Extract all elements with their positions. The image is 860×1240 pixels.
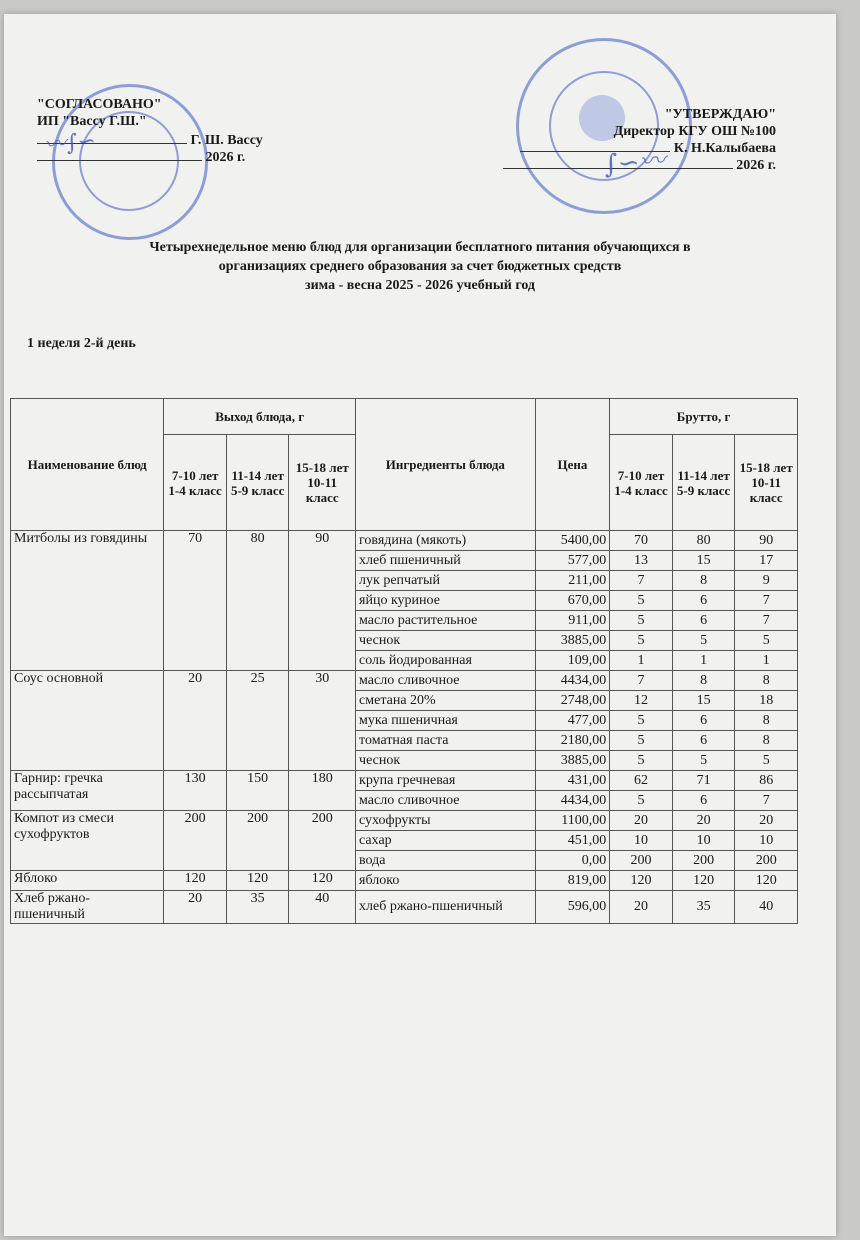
dish-name: Яблоко — [11, 871, 164, 891]
ingredient-price: 5400,00 — [535, 531, 610, 551]
table-row — [11, 811, 798, 831]
ingredient-name: хлеб ржано-пшеничный — [356, 891, 536, 924]
brutto-value: 7 — [735, 791, 798, 811]
dish-output-value: 180 — [289, 771, 356, 811]
agreed-date: 2026 г. — [205, 150, 246, 165]
ingredient-name: крупа гречневая — [356, 771, 536, 791]
brutto-value: 70 — [610, 531, 673, 551]
left-signature: 〰∫∽ — [43, 128, 98, 159]
dish-output-value: 25 — [226, 671, 289, 771]
ingredient-name: сухофрукты — [356, 811, 536, 831]
dish-output-value: 90 — [289, 531, 356, 671]
title-line-3: зима - весна 2025 - 2026 учебный год — [304, 278, 536, 293]
brutto-value: 6 — [672, 731, 735, 751]
ingredient-price: 911,00 — [535, 611, 610, 631]
col-ingredients: Ингредиенты блюда — [356, 399, 536, 531]
brutto-value: 35 — [672, 891, 735, 924]
brutto-value: 8 — [672, 671, 735, 691]
dish-output-value: 70 — [164, 531, 227, 671]
dish-name: Митболы из говядины — [11, 531, 164, 671]
ingredient-name: соль йодированная — [356, 651, 536, 671]
brutto-value: 80 — [672, 531, 735, 551]
col-output-15-18: 15-18 лет 10-11 класс — [289, 435, 356, 531]
brutto-value: 20 — [672, 811, 735, 831]
ingredient-price: 596,00 — [535, 891, 610, 924]
dish-output-value: 130 — [164, 771, 227, 811]
brutto-value: 71 — [672, 771, 735, 791]
brutto-value: 18 — [735, 691, 798, 711]
dish-output-value: 200 — [226, 811, 289, 871]
ingredient-name: яблоко — [356, 871, 536, 891]
agreed-heading: "СОГЛАСОВАНО" — [37, 97, 162, 112]
dish-output-value: 80 — [226, 531, 289, 671]
right-signature: ∫∽〰 — [603, 145, 667, 181]
brutto-value: 7 — [735, 611, 798, 631]
brutto-value: 1 — [672, 651, 735, 671]
document-page — [4, 14, 836, 1236]
brutto-value: 20 — [735, 811, 798, 831]
col-output-group: Выход блюда, г — [164, 399, 356, 435]
dish-output-value: 20 — [164, 891, 227, 924]
ingredient-price: 4434,00 — [535, 671, 610, 691]
dish-output-value: 30 — [289, 671, 356, 771]
brutto-value: 10 — [735, 831, 798, 851]
brutto-value: 62 — [610, 771, 673, 791]
title-line-2: организациях среднего образования за счет бюджетных средств — [218, 259, 622, 274]
dish-output-value: 120 — [226, 871, 289, 891]
dish-output-value: 120 — [164, 871, 227, 891]
brutto-value: 8 — [672, 571, 735, 591]
brutto-value: 5 — [735, 631, 798, 651]
ingredient-name: сметана 20% — [356, 691, 536, 711]
dish-output-value: 20 — [164, 671, 227, 771]
dish-name: Хлеб ржано-пшеничный — [11, 891, 164, 924]
ingredient-price: 109,00 — [535, 651, 610, 671]
brutto-value: 120 — [610, 871, 673, 891]
ingredient-price: 477,00 — [535, 711, 610, 731]
brutto-value: 8 — [735, 731, 798, 751]
ingredient-price: 577,00 — [535, 551, 610, 571]
brutto-value: 10 — [672, 831, 735, 851]
ingredient-price: 451,00 — [535, 831, 610, 851]
brutto-value: 7 — [610, 671, 673, 691]
col-brutto-15-18: 15-18 лет 10-11 класс — [735, 435, 798, 531]
brutto-value: 5 — [610, 591, 673, 611]
ingredient-price: 211,00 — [535, 571, 610, 591]
brutto-value: 20 — [610, 891, 673, 924]
brutto-value: 120 — [735, 871, 798, 891]
brutto-value: 10 — [610, 831, 673, 851]
dish-output-value: 200 — [289, 811, 356, 871]
col-price: Цена — [535, 399, 610, 531]
brutto-value: 5 — [610, 611, 673, 631]
brutto-value: 5 — [672, 631, 735, 651]
approved-position: Директор КГУ ОШ №100 — [613, 124, 776, 139]
ingredient-name: говядина (мякоть) — [356, 531, 536, 551]
brutto-value: 15 — [672, 691, 735, 711]
ingredient-name: вода — [356, 851, 536, 871]
brutto-value: 5 — [610, 631, 673, 651]
brutto-value: 8 — [735, 671, 798, 691]
table-row — [11, 531, 798, 551]
ingredient-price: 0,00 — [535, 851, 610, 871]
brutto-value: 15 — [672, 551, 735, 571]
dish-output-value: 35 — [226, 891, 289, 924]
ingredient-price: 3885,00 — [535, 631, 610, 651]
approved-person: К. Н.Калыбаева — [673, 141, 776, 156]
brutto-value: 200 — [610, 851, 673, 871]
menu-table-body — [11, 531, 798, 924]
ingredient-price: 4434,00 — [535, 791, 610, 811]
ingredient-price: 819,00 — [535, 871, 610, 891]
dish-name: Компот из смеси сухофруктов — [11, 811, 164, 871]
brutto-value: 8 — [735, 711, 798, 731]
brutto-value: 40 — [735, 891, 798, 924]
col-brutto-11-14: 11-14 лет 5-9 класс — [672, 435, 735, 531]
brutto-value: 5 — [610, 751, 673, 771]
dish-output-value: 40 — [289, 891, 356, 924]
brutto-value: 6 — [672, 611, 735, 631]
ingredient-price: 2180,00 — [535, 731, 610, 751]
approved-heading: "УТВЕРЖДАЮ" — [664, 107, 776, 122]
brutto-value: 5 — [610, 731, 673, 751]
table-row — [11, 891, 798, 924]
brutto-value: 6 — [672, 791, 735, 811]
brutto-value: 13 — [610, 551, 673, 571]
dish-output-value: 120 — [289, 871, 356, 891]
dish-name: Гарнир: гречка рассыпчатая — [11, 771, 164, 811]
ingredient-price: 670,00 — [535, 591, 610, 611]
brutto-value: 20 — [610, 811, 673, 831]
agreed-org: ИП "Вассу Г.Ш." — [37, 114, 147, 129]
ingredient-price: 431,00 — [535, 771, 610, 791]
dish-output-value: 150 — [226, 771, 289, 811]
table-row — [11, 671, 798, 691]
ingredient-name: масло растительное — [356, 611, 536, 631]
approved-date: 2026 г. — [736, 158, 776, 173]
brutto-value: 9 — [735, 571, 798, 591]
menu-table — [10, 398, 798, 924]
ingredient-price: 2748,00 — [535, 691, 610, 711]
table-row — [11, 871, 798, 891]
ingredient-name: яйцо куриное — [356, 591, 536, 611]
week-day-label: 1 неделя 2-й день — [27, 336, 136, 351]
brutto-value: 5 — [672, 751, 735, 771]
brutto-value: 5 — [735, 751, 798, 771]
ingredient-name: томатная паста — [356, 731, 536, 751]
table-row — [11, 771, 798, 791]
brutto-value: 90 — [735, 531, 798, 551]
brutto-value: 86 — [735, 771, 798, 791]
brutto-value: 120 — [672, 871, 735, 891]
col-output-7-10: 7-10 лет 1-4 класс — [164, 435, 227, 531]
ingredient-name: лук репчатый — [356, 571, 536, 591]
brutto-value: 7 — [610, 571, 673, 591]
brutto-value: 1 — [735, 651, 798, 671]
ingredient-name: масло сливочное — [356, 791, 536, 811]
ingredient-price: 1100,00 — [535, 811, 610, 831]
brutto-value: 6 — [672, 711, 735, 731]
brutto-value: 200 — [672, 851, 735, 871]
col-brutto-group: Брутто, г — [610, 399, 798, 435]
col-brutto-7-10: 7-10 лет 1-4 класс — [610, 435, 673, 531]
document-title — [4, 238, 836, 295]
dish-output-value: 200 — [164, 811, 227, 871]
brutto-value: 6 — [672, 591, 735, 611]
ingredient-name: чеснок — [356, 751, 536, 771]
ingredient-name: масло сливочное — [356, 671, 536, 691]
brutto-value: 12 — [610, 691, 673, 711]
brutto-value: 1 — [610, 651, 673, 671]
brutto-value: 7 — [735, 591, 798, 611]
dish-name: Соус основной — [11, 671, 164, 771]
ingredient-name: хлеб пшеничный — [356, 551, 536, 571]
ingredient-name: чеснок — [356, 631, 536, 651]
agreed-person: Г. Ш. Вассу — [190, 133, 263, 148]
ingredient-name: мука пшеничная — [356, 711, 536, 731]
col-dish-name: Наименование блюд — [11, 399, 164, 531]
col-output-11-14: 11-14 лет 5-9 класс — [226, 435, 289, 531]
ingredient-price: 3885,00 — [535, 751, 610, 771]
brutto-value: 200 — [735, 851, 798, 871]
ingredient-name: сахар — [356, 831, 536, 851]
brutto-value: 17 — [735, 551, 798, 571]
brutto-value: 5 — [610, 791, 673, 811]
title-line-1: Четырехнедельное меню блюд для организации бесплатного питания обучающихся в — [149, 240, 691, 255]
brutto-value: 5 — [610, 711, 673, 731]
